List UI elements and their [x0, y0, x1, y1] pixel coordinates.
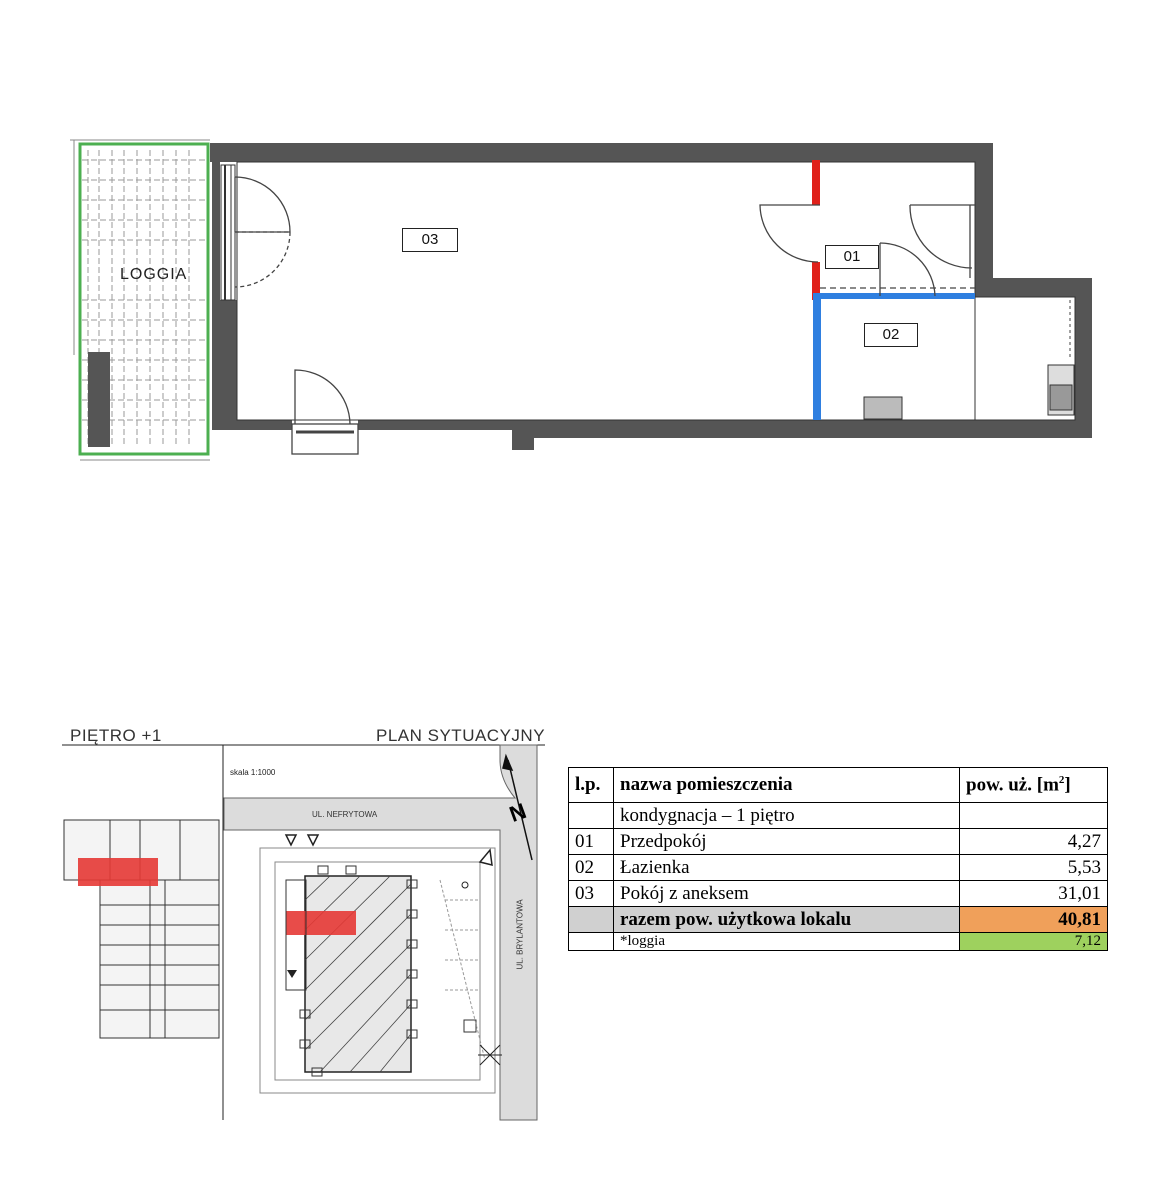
unit-highlight-site	[286, 911, 356, 935]
table-row	[569, 803, 1108, 829]
room-tag-01: 01	[825, 245, 879, 269]
unit-highlight-key	[78, 858, 158, 886]
loggia-label: LOGGIA	[120, 266, 188, 283]
street-label-right: UL. BRYLANTOWA	[515, 899, 525, 970]
total-label: razem pow. użytkowa lokalu	[614, 907, 960, 933]
table-row	[569, 829, 1108, 855]
lp-cell: 03	[569, 881, 614, 907]
area-table	[568, 767, 1108, 951]
lp-cell: 02	[569, 855, 614, 881]
col-header-area: pow. uż. $[m^2]$	[960, 768, 1108, 803]
floor-label: PIĘTRO +1	[70, 726, 162, 745]
area-cell: 31,01	[960, 881, 1108, 907]
name-cell: Przedpokój	[614, 829, 960, 855]
blue-wall-segment	[813, 293, 975, 299]
loggia-dark-wall	[88, 352, 110, 447]
total-row	[569, 907, 1108, 933]
floor-cell: kondygnacja – 1 piętro	[614, 803, 960, 829]
room-tag-02: 02	[864, 323, 918, 347]
lp-cell: 01	[569, 829, 614, 855]
bathroom-fixture	[864, 397, 902, 419]
col-header-name: nazwa pomieszczenia	[614, 768, 960, 803]
scale-label: skala 1:1000	[230, 768, 276, 777]
col-header-lp: l.p.	[569, 768, 614, 803]
name-cell: Pokój z aneksem	[614, 881, 960, 907]
loggia-row-label: *loggia	[614, 933, 960, 951]
name-cell: Łazienka	[614, 855, 960, 881]
floor-key-plan	[64, 820, 219, 1038]
site-plan-title: PLAN SYTUACYJNY	[376, 726, 546, 745]
area-cell: 4,27	[960, 829, 1108, 855]
room-tag-03: 03	[402, 228, 458, 252]
table-row	[569, 881, 1108, 907]
area-cell: 5,53	[960, 855, 1108, 881]
red-wall-segment	[812, 160, 820, 205]
total-value: 40,81	[960, 907, 1108, 933]
loggia-row	[569, 933, 1108, 951]
blue-wall-segment	[813, 293, 821, 420]
loggia-row-value: 7,12	[960, 933, 1108, 951]
street-label-top: UL. NEFRYTOWA	[312, 810, 378, 819]
table-row	[569, 855, 1108, 881]
table-header-row	[569, 768, 1108, 803]
north-label: N	[506, 798, 530, 827]
